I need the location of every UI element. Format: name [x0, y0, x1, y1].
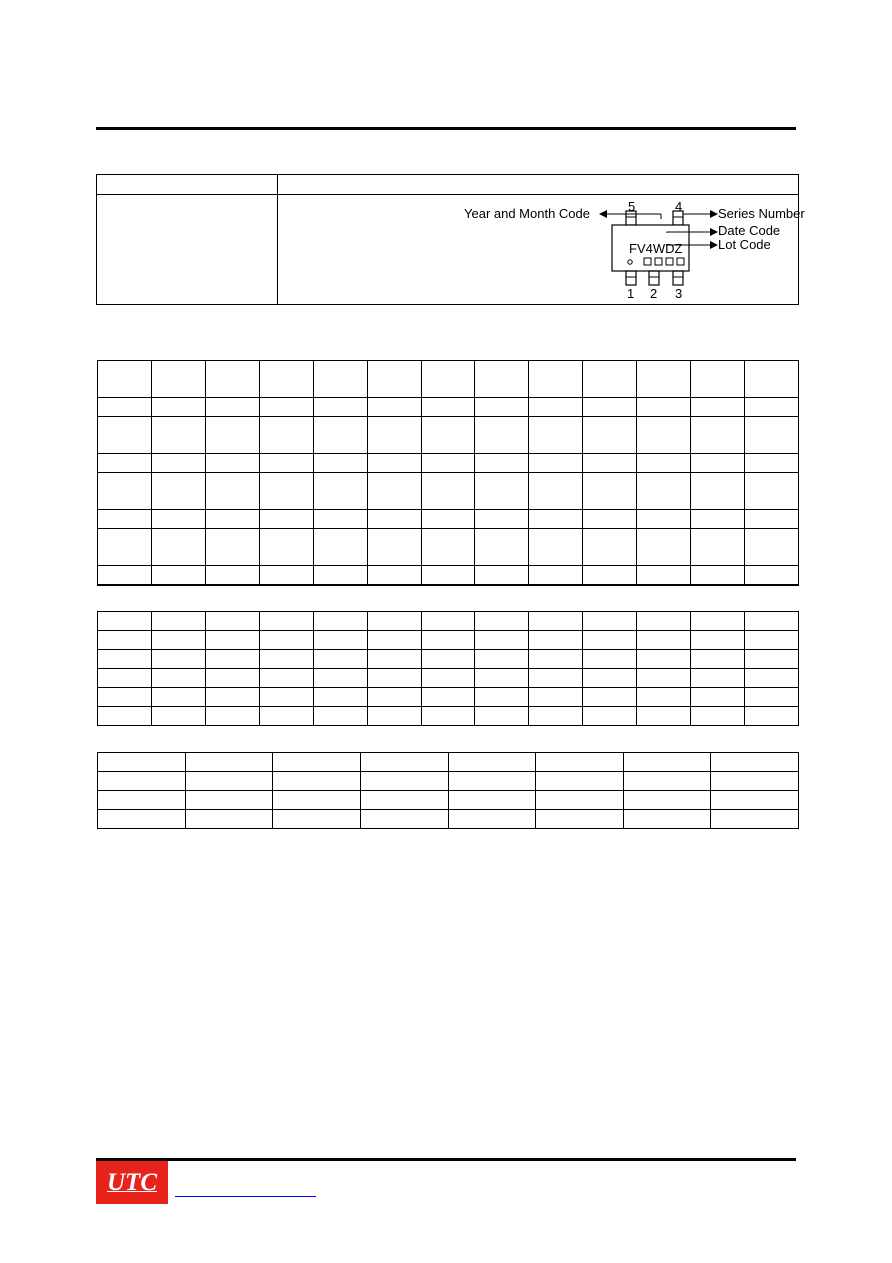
- table-row: [98, 454, 799, 473]
- table-cell: [583, 361, 637, 398]
- table-row: [98, 417, 799, 454]
- table-cell: [637, 707, 691, 726]
- table-cell: [205, 510, 259, 529]
- table-cell: [313, 361, 367, 398]
- table-cell: [475, 529, 529, 566]
- table-cell: [536, 772, 624, 791]
- table-cell: [259, 361, 313, 398]
- table-cell: [98, 688, 152, 707]
- table-cell: [691, 529, 745, 566]
- table-row: [98, 361, 799, 398]
- table-cell: [360, 810, 448, 829]
- table-cell: [421, 669, 475, 688]
- table-cell: [421, 473, 475, 510]
- table-cell: [475, 688, 529, 707]
- table-cell: [529, 454, 583, 473]
- table-cell: [313, 398, 367, 417]
- table-cell: [98, 585, 152, 586]
- table-row: [98, 612, 799, 631]
- table-cell: [367, 566, 421, 585]
- table-cell: [536, 791, 624, 810]
- table-cell: [691, 688, 745, 707]
- table-cell: [583, 473, 637, 510]
- table-cell: [273, 791, 361, 810]
- table-row: [98, 707, 799, 726]
- utc-logo-text: UTC: [107, 1168, 157, 1196]
- table-cell: [367, 688, 421, 707]
- table-cell: [637, 612, 691, 631]
- table-cell: [185, 753, 273, 772]
- table-cell: [583, 417, 637, 454]
- website-link-underline[interactable]: [175, 1196, 316, 1197]
- table-cell: [259, 417, 313, 454]
- table-cell: [185, 810, 273, 829]
- table-cell: [421, 529, 475, 566]
- pin-5-label: 5: [628, 199, 636, 214]
- table-cell: [529, 510, 583, 529]
- table-cell: [313, 454, 367, 473]
- table-cell: [367, 473, 421, 510]
- table-cell: [583, 688, 637, 707]
- table-cell: [205, 631, 259, 650]
- table-cell: [259, 398, 313, 417]
- table-cell: [745, 585, 799, 586]
- table-cell: [583, 585, 637, 586]
- table-cell: [745, 566, 799, 585]
- table-cell: [205, 417, 259, 454]
- table-cell: [98, 753, 186, 772]
- table-cell: [151, 398, 205, 417]
- table-cell: [623, 772, 711, 791]
- marking-table-column-divider: [277, 175, 278, 304]
- table-cell: [583, 612, 637, 631]
- table-cell: [205, 398, 259, 417]
- header-rule: [96, 127, 796, 130]
- table-cell: [637, 529, 691, 566]
- table-cell: [421, 361, 475, 398]
- table-cell: [637, 473, 691, 510]
- table-cell: [475, 510, 529, 529]
- table-cell: [637, 650, 691, 669]
- table-cell: [691, 454, 745, 473]
- table-cell: [529, 529, 583, 566]
- table-cell: [691, 650, 745, 669]
- table-cell: [259, 473, 313, 510]
- marking-diagram: [367, 197, 805, 303]
- table-cell: [529, 707, 583, 726]
- table-cell: [205, 650, 259, 669]
- table-cell: [691, 707, 745, 726]
- table-cell: [583, 707, 637, 726]
- pin-1-label: 1: [627, 286, 635, 301]
- year-month-code-label: Year and Month Code: [464, 206, 591, 221]
- table-cell: [637, 669, 691, 688]
- table-cell: [151, 417, 205, 454]
- table-cell: [745, 529, 799, 566]
- table-cell: [536, 810, 624, 829]
- lot-code-label: Lot Code: [718, 237, 771, 252]
- table-cell: [711, 791, 799, 810]
- table-cell: [367, 398, 421, 417]
- table-cell: [98, 417, 152, 454]
- table-cell: [313, 707, 367, 726]
- table-cell: [623, 753, 711, 772]
- table-cell: [98, 361, 152, 398]
- table-cell: [367, 612, 421, 631]
- table-cell: [151, 510, 205, 529]
- table-row: [98, 650, 799, 669]
- table-cell: [367, 361, 421, 398]
- table-cell: [745, 361, 799, 398]
- table-cell: [151, 361, 205, 398]
- table-cell: [205, 707, 259, 726]
- table-cell: [367, 454, 421, 473]
- table-cell: [475, 585, 529, 586]
- table-cell: [475, 454, 529, 473]
- table-cell: [745, 473, 799, 510]
- table-row: [98, 810, 799, 829]
- table-cell: [691, 361, 745, 398]
- table-cell: [691, 566, 745, 585]
- table-cell: [98, 612, 152, 631]
- table-cell: [367, 417, 421, 454]
- table-cell: [583, 650, 637, 669]
- table-cell: [98, 707, 152, 726]
- table-cell: [475, 650, 529, 669]
- table-cell: [529, 688, 583, 707]
- table-cell: [421, 566, 475, 585]
- table-cell: [151, 473, 205, 510]
- table-cell: [313, 510, 367, 529]
- table-cell: [691, 473, 745, 510]
- table-cell: [529, 669, 583, 688]
- table-cell: [583, 454, 637, 473]
- table-row: [98, 529, 799, 566]
- table-cell: [623, 810, 711, 829]
- table-cell: [421, 631, 475, 650]
- table-cell: [745, 454, 799, 473]
- date-code-label: Date Code: [718, 223, 781, 238]
- table-cell: [205, 669, 259, 688]
- table-cell: [367, 669, 421, 688]
- table-cell: [205, 529, 259, 566]
- table-cell: [259, 688, 313, 707]
- table-cell: [313, 669, 367, 688]
- table-cell: [745, 417, 799, 454]
- table-cell: [151, 688, 205, 707]
- table-cell: [448, 753, 536, 772]
- table-cell: [745, 398, 799, 417]
- table-cell: [421, 398, 475, 417]
- table-cell: [259, 454, 313, 473]
- table-cell: [529, 612, 583, 631]
- table-cell: [151, 707, 205, 726]
- table-cell: [259, 510, 313, 529]
- table-cell: [691, 612, 745, 631]
- table-cell: [259, 566, 313, 585]
- table-cell: [313, 417, 367, 454]
- table-cell: [259, 631, 313, 650]
- table-row: [98, 772, 799, 791]
- table-cell: [583, 510, 637, 529]
- table-cell: [475, 566, 529, 585]
- table-cell: [475, 473, 529, 510]
- table-cell: [205, 688, 259, 707]
- table-cell: [637, 398, 691, 417]
- table-cell: [151, 566, 205, 585]
- table-cell: [151, 529, 205, 566]
- table-row: [98, 566, 799, 585]
- table-row: [98, 753, 799, 772]
- table-cell: [637, 688, 691, 707]
- table-cell: [536, 753, 624, 772]
- table-row: [98, 631, 799, 650]
- table-cell: [367, 529, 421, 566]
- table-cell: [151, 631, 205, 650]
- table-cell: [475, 612, 529, 631]
- table-cell: [421, 585, 475, 586]
- utc-logo: [96, 1161, 168, 1204]
- table-cell: [360, 791, 448, 810]
- table-cell: [151, 454, 205, 473]
- table-cell: [205, 566, 259, 585]
- table-cell: [367, 585, 421, 586]
- series-number-label: Series Number: [718, 206, 805, 221]
- table-row: [98, 585, 799, 586]
- table-cell: [475, 417, 529, 454]
- spec-grid-a: [97, 360, 799, 586]
- table-cell: [98, 566, 152, 585]
- table-cell: [583, 566, 637, 585]
- spec-grid-c: [97, 752, 799, 829]
- table-cell: [98, 650, 152, 669]
- table-cell: [313, 585, 367, 586]
- table-cell: [691, 631, 745, 650]
- marking-table: [96, 174, 805, 305]
- table-cell: [745, 612, 799, 631]
- table-cell: [421, 707, 475, 726]
- table-cell: [583, 669, 637, 688]
- table-cell: [448, 791, 536, 810]
- table-cell: [185, 772, 273, 791]
- table-cell: [313, 566, 367, 585]
- table-cell: [313, 631, 367, 650]
- table-cell: [637, 585, 691, 586]
- table-cell: [421, 510, 475, 529]
- table-cell: [98, 791, 186, 810]
- table-row: [98, 398, 799, 417]
- table-cell: [421, 612, 475, 631]
- table-cell: [205, 361, 259, 398]
- table-cell: [313, 650, 367, 669]
- table-cell: [259, 650, 313, 669]
- table-cell: [205, 585, 259, 586]
- table-cell: [273, 772, 361, 791]
- table-cell: [637, 631, 691, 650]
- table-cell: [98, 669, 152, 688]
- table-cell: [151, 669, 205, 688]
- table-row: [98, 791, 799, 810]
- table-cell: [637, 510, 691, 529]
- table-cell: [151, 612, 205, 631]
- table-cell: [691, 669, 745, 688]
- pin-4-label: 4: [675, 199, 683, 214]
- table-cell: [637, 361, 691, 398]
- table-cell: [259, 707, 313, 726]
- table-cell: [367, 707, 421, 726]
- table-cell: [711, 753, 799, 772]
- table-cell: [98, 454, 152, 473]
- table-cell: [475, 631, 529, 650]
- table-cell: [313, 473, 367, 510]
- table-cell: [529, 566, 583, 585]
- table-cell: [529, 417, 583, 454]
- table-row: [98, 688, 799, 707]
- table-cell: [623, 791, 711, 810]
- table-cell: [637, 454, 691, 473]
- table-cell: [448, 810, 536, 829]
- table-cell: [745, 631, 799, 650]
- pin-2-label: 2: [650, 286, 658, 301]
- table-cell: [529, 473, 583, 510]
- table-cell: [745, 650, 799, 669]
- table-cell: [448, 772, 536, 791]
- table-cell: [637, 417, 691, 454]
- table-row: [98, 473, 799, 510]
- table-cell: [711, 810, 799, 829]
- table-cell: [421, 650, 475, 669]
- table-cell: [151, 585, 205, 586]
- table-cell: [98, 529, 152, 566]
- table-row: [98, 510, 799, 529]
- marking-table-header-divider: [97, 194, 798, 195]
- table-cell: [583, 529, 637, 566]
- table-cell: [273, 753, 361, 772]
- table-cell: [691, 585, 745, 586]
- table-cell: [529, 631, 583, 650]
- table-cell: [313, 612, 367, 631]
- table-cell: [259, 669, 313, 688]
- table-cell: [98, 398, 152, 417]
- table-row: [98, 669, 799, 688]
- table-cell: [711, 772, 799, 791]
- table-cell: [475, 361, 529, 398]
- table-cell: [205, 473, 259, 510]
- table-cell: [273, 810, 361, 829]
- spec-grid-b: [97, 611, 799, 726]
- table-cell: [529, 361, 583, 398]
- table-cell: [360, 772, 448, 791]
- table-cell: [98, 510, 152, 529]
- table-cell: [98, 631, 152, 650]
- table-cell: [691, 398, 745, 417]
- table-cell: [745, 510, 799, 529]
- chip-marking-text: FV4WDZ: [629, 241, 683, 256]
- table-cell: [205, 454, 259, 473]
- table-cell: [421, 454, 475, 473]
- table-cell: [583, 398, 637, 417]
- table-cell: [98, 772, 186, 791]
- table-cell: [475, 398, 529, 417]
- table-cell: [421, 417, 475, 454]
- table-cell: [360, 753, 448, 772]
- table-cell: [367, 510, 421, 529]
- table-cell: [259, 529, 313, 566]
- table-cell: [421, 688, 475, 707]
- table-cell: [583, 631, 637, 650]
- pin-3-label: 3: [675, 286, 683, 301]
- footer-rule: [96, 1158, 796, 1161]
- table-cell: [475, 707, 529, 726]
- table-cell: [313, 529, 367, 566]
- table-cell: [367, 631, 421, 650]
- table-cell: [313, 688, 367, 707]
- table-cell: [529, 398, 583, 417]
- table-cell: [691, 510, 745, 529]
- table-cell: [367, 650, 421, 669]
- table-cell: [637, 566, 691, 585]
- table-cell: [745, 707, 799, 726]
- table-cell: [259, 612, 313, 631]
- table-cell: [98, 473, 152, 510]
- table-cell: [151, 650, 205, 669]
- table-cell: [185, 791, 273, 810]
- table-cell: [691, 417, 745, 454]
- table-cell: [529, 650, 583, 669]
- table-cell: [745, 688, 799, 707]
- table-cell: [259, 585, 313, 586]
- table-cell: [98, 810, 186, 829]
- table-cell: [745, 669, 799, 688]
- table-cell: [205, 612, 259, 631]
- table-cell: [475, 669, 529, 688]
- table-cell: [529, 585, 583, 586]
